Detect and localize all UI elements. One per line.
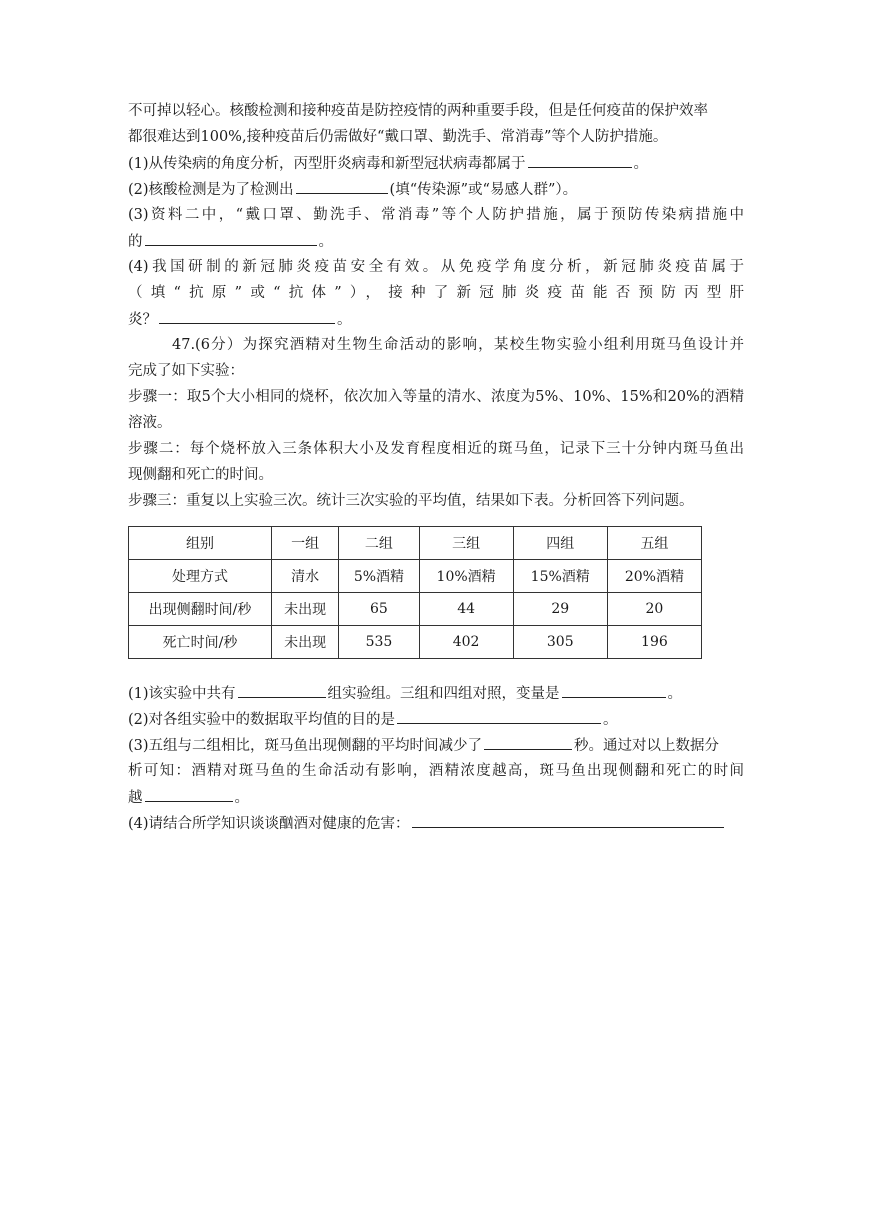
q47-sub2 <box>128 706 744 732</box>
q46-sub4-line3 <box>128 306 744 332</box>
q47-sub1-text-b: 组实验组。三组和四组对照，变量是 <box>327 686 560 702</box>
table-cell: 10%酒精 <box>419 560 513 593</box>
q47-step1-line2: 溶液。 <box>128 415 172 431</box>
exam-page <box>128 98 744 832</box>
table-row <box>129 626 702 659</box>
q47-sub3-line2: 析可知：酒精对斑马鱼的生命活动有影响，酒精浓度越高，斑马鱼出现侧翻和死亡的时间 <box>128 763 744 779</box>
table-cell: 未出现 <box>272 593 339 626</box>
q47-sub1 <box>128 680 744 706</box>
table-cell: 305 <box>513 626 607 659</box>
table-cell: 65 <box>339 593 419 626</box>
q47-sub3-text-c: 越 <box>128 790 143 806</box>
q46-sub4-line2: （填“抗原”或“抗体”），接种了新冠肺炎疫苗能否预防丙型肝 <box>128 285 744 301</box>
results-table <box>128 526 702 659</box>
table-cell: 出现侧翻时间/秒 <box>129 593 272 626</box>
table-cell: 5%酒精 <box>339 560 419 593</box>
q46-sub2 <box>128 176 744 202</box>
table-cell: 402 <box>419 626 513 659</box>
table-cell: 44 <box>419 593 513 626</box>
answer-blank[interactable] <box>145 784 233 802</box>
q47-sub3-text-b: 秒。通过对以上数据分 <box>574 738 720 754</box>
q47-sub2-end: 。 <box>603 712 618 728</box>
table-cell: 一组 <box>272 527 339 560</box>
table-cell: 二组 <box>339 527 419 560</box>
table-cell: 死亡时间/秒 <box>129 626 272 659</box>
q46-sub3-line2 <box>128 228 744 254</box>
table-cell: 未出现 <box>272 626 339 659</box>
q46-sub3-line1: (3)资料二中，“戴口罩、勤洗手、常消毒”等个人防护措施，属于预防传染病措施中 <box>128 207 744 223</box>
answer-blank[interactable] <box>397 706 601 724</box>
q47-sub4 <box>128 810 744 836</box>
q46-sub4-end: 。 <box>337 312 352 328</box>
q46-sub1 <box>128 150 744 176</box>
q47-step2-line1: 步骤二：每个烧杯放入三条体积大小及发育程度相近的斑马鱼，记录下三十分钟内斑马鱼出 <box>128 441 744 457</box>
table-cell: 处理方式 <box>129 560 272 593</box>
table-cell: 组别 <box>129 527 272 560</box>
table-row <box>129 527 702 560</box>
q47-step3: 步骤三：重复以上实验三次。统计三次实验的平均值，结果如下表。分析回答下列问题。 <box>128 493 694 509</box>
q47-sub3-end: 。 <box>234 790 249 806</box>
answer-blank[interactable] <box>562 680 666 698</box>
q47-sub3-text: (3)五组与二组相比，斑马鱼出现侧翻的平均时间减少了 <box>128 738 483 754</box>
table-cell: 196 <box>607 626 701 659</box>
q46-sub4-line1: (4)我国研制的新冠肺炎疫苗安全有效。从免疫学角度分析，新冠肺炎疫苗属于 <box>128 259 744 275</box>
q47-sub1-end: 。 <box>667 686 683 702</box>
table-cell: 535 <box>339 626 419 659</box>
q47-questions <box>128 680 744 836</box>
q47-step1-line1: 步骤一：取5个大小相同的烧杯，依次加入等量的清水、浓度为5%、10%、15%和20%的酒精 <box>128 389 744 405</box>
table-cell: 四组 <box>513 527 607 560</box>
q46-sub4-text: 炎？ <box>128 312 157 328</box>
q46-sub3-text: 的 <box>128 234 143 250</box>
q46-sub1-text: (1)从传染病的角度分析，丙型肝炎病毒和新型冠状病毒都属于 <box>128 156 526 172</box>
table-cell: 清水 <box>272 560 339 593</box>
q47-sub4-text: (4)请结合所学知识谈谈酗酒对健康的危害： <box>128 816 410 832</box>
q47-step2-line2: 现侧翻和死亡的时间。 <box>128 467 273 483</box>
table-cell: 29 <box>513 593 607 626</box>
q47-sub2-text: (2)对各组实验中的数据取平均值的目的是 <box>128 712 396 728</box>
table-cell: 20 <box>607 593 701 626</box>
table-cell: 20%酒精 <box>607 560 701 593</box>
answer-blank[interactable] <box>145 228 317 246</box>
table-row <box>129 593 702 626</box>
table-cell: 三组 <box>419 527 513 560</box>
table-cell: 15%酒精 <box>513 560 607 593</box>
answer-blank[interactable] <box>296 176 388 194</box>
q47-sub3-line3 <box>128 784 744 810</box>
intro-line-1: 不可掉以轻心。核酸检测和接种疫苗是防控疫情的两种重要手段，但是任何疫苗的保护效率 <box>128 103 708 119</box>
answer-blank[interactable] <box>528 150 632 168</box>
q47-sub1-text: (1)该实验中共有 <box>128 686 236 702</box>
table-cell: 五组 <box>607 527 701 560</box>
answer-blank[interactable] <box>484 732 572 750</box>
q47-stem-line1: 47.(6分）为探究酒精对生物生命活动的影响，某校生物实验小组利用斑马鱼设计并 <box>172 337 744 353</box>
q47-stem-line2: 完成了如下实验： <box>128 363 244 379</box>
q47-sub3 <box>128 732 744 758</box>
answer-blank[interactable] <box>238 680 326 698</box>
intro-line-2: 都很难达到100%,接种疫苗后仍需做好“戴口罩、勤洗手、常消毒”等个人防护措施。 <box>128 129 668 145</box>
answer-blank[interactable] <box>412 810 724 828</box>
q46-sub3-end: 。 <box>318 234 333 250</box>
answer-blank[interactable] <box>159 306 335 324</box>
q46-sub1-end: 。 <box>633 156 649 172</box>
table-row <box>129 560 702 593</box>
q46-sub2-hint: (填“传染源”或“易感人群”）。 <box>389 182 578 198</box>
q46-sub2-text: (2)核酸检测是为了检测出 <box>128 182 294 198</box>
